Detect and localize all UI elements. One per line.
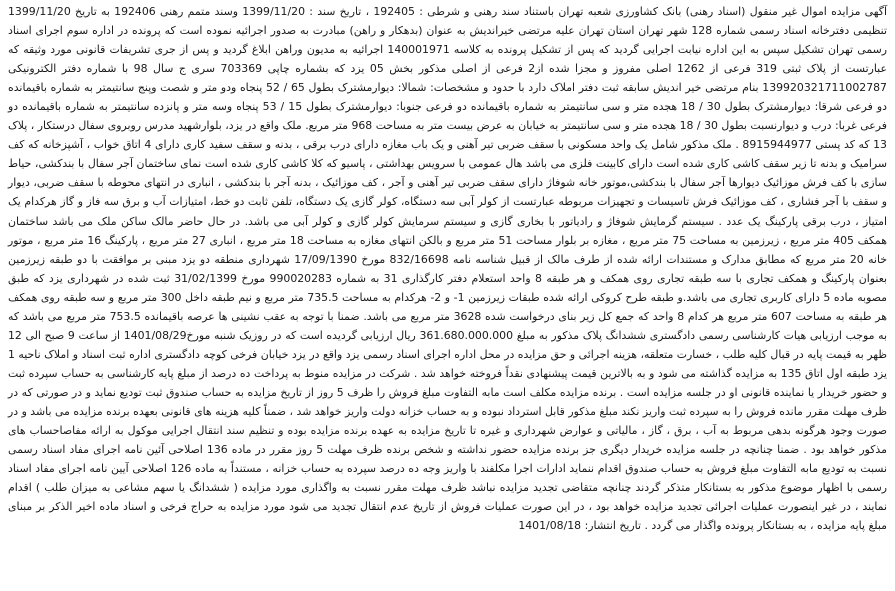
- notice-text: آگهی مزایده اموال غیر منقول (اسناد رهنی) بانک کشاورزی شعبه تهران باستناد سند رهنی و شرطی : 192405 ، تاریخ سند : 1399/11/20 وسند متمم رهنی 192406 به تاریخ 1399/11/20 تنظیمی دفترخانه اسناد رسمی شماره 128 شهر تهران استان تهران علیه مرتضی خیراندیش به عنوان (بدهکار و راهن) مبادرت به صدور اجرائیه نموده است که پرونده در اداره سوم اجرای اسناد رسمی تهران تشکیل سپس به این اداره نیابت اجرایی گردید که پس از تشکیل پرونده به کلاسه 140001971 اجرائیه به مدیون وراهن ابلاغ گردید و پس از جری تشریفات قانونی مورد وثیقه که عبارتست از پلاک ثبتی 319 فرعی از 1262 اصلی مفروز و مجزا شده از2 فرعی از اصلی مذکور بخش 05 یزد که بشماره چاپی 703369 سری ج سال 98 با شماره دفتر الکترونیکی 139920321711002787 بنام مرتضی خیر اندیش سابقه ثبت دفتر املاک دارد با حدود و مشخصات: شمالا: دیوارمشترک بطول 65 / 52 پنجاه ودو متر و شصت وپنج سانتیمتر به شماره باقیمانده دو فرعی شرقا: دیوارمشترک بطول 30 / 18 هجده متر و سی سانتیمتر به شماره باقیمانده دو فرعی جنوبا: دیوارمشترک بطول 15 / 53 پنجاه وسه متر و پانزده سانتیمتر به شماره باقیمانده دو فرعی غربا: درب و دیوارنسبت بطول 30 / 18 هجده متر و سی سانتیمتر به خیابان به عرض بیست متر به مساحت 968 متر مربع. ملک واقع در یزد، بلوارشهید مدرس روبروی سفال درستکار ، پلاک 13 که کد پستی 8915944977 . ملک مذکور شامل یک واحد مسکونی با سقف ضربی تیر آهنی و یک باب مغازه دارای درب برقی ، بدنه و سقف سفید کاری دارای 4 اتاق خواب ، آشپزخانه که کف سرامیک و بدنه تا زیر سقف کاشی کاری شده است دارای کابینت فلزی می باشد هال عمومی با سرویس بهداشتی ، پاسیو که کلا کاشی کاری شده است نمای ساختمان آجر سفال با بندکشی، حیاط سازی با کف فرش موزائیک دیوارها آجر سفال با بندکشی،موتور خانه شوفاژ دارای سقف ضربی تیر آهنی و آجر ، کف موزائیک ، بدنه آجر با بندکشی ، انباری در انتهای محوطه با سقف ضربی، دیوار و سقف با آجر فشاری ، کف موزائیک فرش تاسیسات و تجهیزات مربوطه عبارتست از کولر آبی سه دستگاه، کولر گازی یک دستگاه، تلفن ثابت دو خط، امتیازات آب و برق سه فاز و گاز هرکدام یک امتیاز ، درب برقی پارکینگ یک عدد . سیستم گرمایش شوفاژ و رادیاتور با بخاری گازی و سیستم سرمایش کولر گازی و کولر آبی می باشد. در حال حاضر مالک ساکن ملک می باشد ساختمان همکف 405 متر مربع ، زیرزمین به مساحت 75 متر مربع ، مغازه بر بلوار مساحت 51 متر مربع و بالکن انتهای مغازه به مساحت 18 متر مربع ، انباری 27 متر مربع ، پارکینگ 16 متر مربع ، موتور خانه 20 متر مربع که مطابق مدارک و مستندات ارائه شده از طرف مالک از قبیل شناسه نامه 832/16698 مورخ 17/09/1390 شهرداری منطقه دو یزد مبنی بر موافقت با دو طبقه زیرزمین بعنوان پارکینگ و همکف تجاری با سه طبقه تجاری روی همکف و هر طبقه 8 واحد استعلام دفتر کارگذاری 31 به شماره 990020283 مورخ 31/02/1399 ثبت شده در شهرداری یزد که طبق مصوبه ماده 5 دارای کاربری تجاری می باشد.و طبقه طرح کروکی ارائه شده طبقات زیرزمین 1- و 2- هرکدام به مساحت 735.5 متر مربع و نیم طبقه داخل 300 متر مربع و سه طبقه روی همکف هر طبقه به مساحت 607 متر مربع هر کدام 8 واحد که جمع کل زیر بنای درخواست شده 3628 متر مربع می باشد. ضمنا با توجه به عقب نشینی ها عرصه باقیمانده 753.5 متر مربع می باشد که به موجب ارزیابی هیات کارشناسی رسمی دادگستری ششدانگ پلاک مذکور به مبلغ 361.680.000.000 ریال ارزیابی گردیده است که در روزیک شنبه مورخ1401/08/29 از ساعت 9 صبح الی 12 ظهر به قیمت پایه در قبال کلیه طلب ، خسارت متعلقه، هزینه اجرائی و حق مزایده در محل اداره اجرای اسناد رسمی یزد واقع در یزد خیابان فرخی کوچه دادگستری اداره ثبت اسناد و املاک ناحیه 1 یزد طبقه اول اتاق 135 به مزایده گذاشته می شود و به بالاترین قیمت پیشنهادی نقداً فروخته خواهد شد . شرکت در مزایده منوط به پرداخت ده درصد از مبلغ پایه کارشناسی به حساب سپرده ثبت و حضور خریدار یا نماینده قانونی او در جلسه مزایده است . برنده مزایده مکلف است مابه التفاوت مبلغ فروش را ظرف 5 روز از تاریخ مزایده به حساب صندوق ثبت تودیع نماید و در صورتی که در ظرف مهلت مقرر مانده فروش را به سپرده ثبت واریز نکند مبلغ مذکور قابل استرداد نبوده و به حساب خزانه دولت واریز خواهد شد ، ضمناً کلیه هزینه های قانونی بعهده برنده مزایده می باشد و در صورت وجود هرگونه بدهی مربوط به آب ، برق ، گاز ، مالیاتی و عوارض شهرداری و غیره تا تاریخ مزایده به عهده برنده مزایده بوده و تنظیم سند انتقال اجرایی موکول به ارائه مفاصاحساب های مذکور خواهد بود . ضمنا چنانچه در جلسه مزایده خریدار دیگری جز برنده مزایده حضور نداشته و شخص برنده ظرف مهلت 5 روز مقرر در ماده 136 اصلاحی آئین نامه اجرای مفاد اسناد رسمی نسبت به تودیع مابه التفاوت مبلغ فروش به حساب صندوق اقدام ننماید ادارات اجرا مکلفند با واریز وجه ده درصد سپرده به حساب خزانه ، مستنداً به ماده 126 اصلاحی آیین نامه اجرای مفاد اسناد رسمی با اظهار موضوع مذکور به بستانکار متذکر گردند چنانچه متقاضی تجدید مزایده نباشد ظرف مهلت مقرر نسبت به واگذاری مورد مزایده ( ششدانگ یا سهم مشاعی به میزان طلب ) اقدام نمایند ، در غیر اینصورت عملیات اجرائی تجدید مزایده خواهد بود ، در این صورت عملیات فروش از تاریخ عدم انتقال تجدید می شود مورد مزایده به حراج فرخی و اسناد ماده اخیر الذکر بر مبنای مبلغ پایه مزایده ، به بستانکار پرونده واگذار می گردد . تاریخ انتشار: 1401/08/18: [8, 5, 888, 533]
